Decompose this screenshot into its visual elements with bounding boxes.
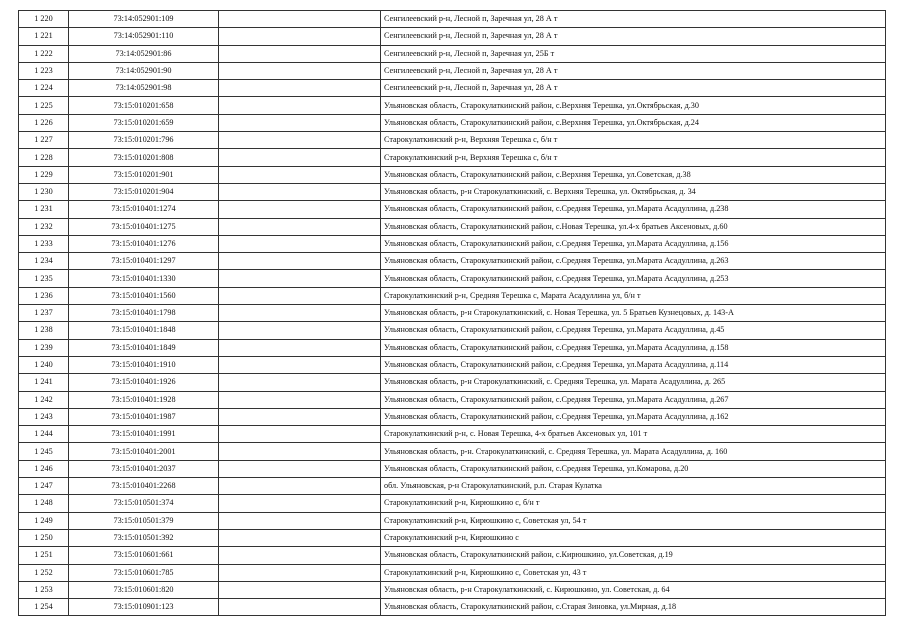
row-number-cell: 1 237 [19, 305, 69, 322]
row-number-cell: 1 224 [19, 80, 69, 97]
cadastral-number-cell: 73:15:010601:785 [69, 564, 219, 581]
address-cell: Сенгилеевский р-н, Лесной п, Заречная ул, 28 А т [381, 28, 886, 45]
table-row [19, 62, 886, 79]
address-cell: Ульяновская область, р-н Старокулаткинский, с. Новая Терешка, ул. 5 Братьев Кузнецовых, д. 143-А [381, 305, 886, 322]
empty-cell [219, 45, 381, 62]
table-row [19, 391, 886, 408]
cadastral-number-cell: 73:15:010401:1276 [69, 235, 219, 252]
table-row [19, 166, 886, 183]
address-cell: Ульяновская область, Старокулаткинский район, с.Средняя Терешка, ул.Марата Асадуллина, д.238 [381, 201, 886, 218]
empty-cell [219, 374, 381, 391]
empty-cell [219, 322, 381, 339]
row-number-cell: 1 231 [19, 201, 69, 218]
address-cell: Старокулаткинский р-н, Кирюшкино с, Советская ул, 43 т [381, 564, 886, 581]
table-row [19, 564, 886, 581]
address-cell: Ульяновская область, р-н Старокулаткинский, с. Верхняя Терешка, ул. Октябрьская, д. 34 [381, 183, 886, 200]
table-row [19, 426, 886, 443]
table-row [19, 305, 886, 322]
cadastral-number-cell: 73:15:010401:1849 [69, 339, 219, 356]
row-number-cell: 1 253 [19, 581, 69, 598]
empty-cell [219, 443, 381, 460]
row-number-cell: 1 245 [19, 443, 69, 460]
address-cell: Ульяновская область, Старокулаткинский район, с.Средняя Терешка, ул.Марата Асадуллина, д.267 [381, 391, 886, 408]
cadastral-number-cell: 73:15:010401:1798 [69, 305, 219, 322]
empty-cell [219, 495, 381, 512]
row-number-cell: 1 225 [19, 97, 69, 114]
empty-cell [219, 201, 381, 218]
address-cell: Сенгилеевский р-н, Лесной п, Заречная ул, 28 А т [381, 62, 886, 79]
row-number-cell: 1 247 [19, 478, 69, 495]
table-row [19, 183, 886, 200]
empty-cell [219, 529, 381, 546]
cadastral-number-cell: 73:14:052901:86 [69, 45, 219, 62]
table-row [19, 322, 886, 339]
empty-cell [219, 166, 381, 183]
empty-cell [219, 218, 381, 235]
cadastral-number-cell: 73:14:052901:109 [69, 11, 219, 28]
empty-cell [219, 564, 381, 581]
empty-cell [219, 11, 381, 28]
cadastral-number-cell: 73:15:010201:658 [69, 97, 219, 114]
table-row [19, 11, 886, 28]
cadastral-number-cell: 73:15:010401:1330 [69, 270, 219, 287]
cadastral-number-cell: 73:15:010901:123 [69, 599, 219, 616]
address-cell: Ульяновская область, Старокулаткинский район, с.Средняя Терешка, ул.Марата Асадуллина, д.158 [381, 339, 886, 356]
cadastral-number-cell: 73:15:010401:1274 [69, 201, 219, 218]
row-number-cell: 1 220 [19, 11, 69, 28]
cadastral-number-cell: 73:15:010501:379 [69, 512, 219, 529]
empty-cell [219, 581, 381, 598]
cadastral-number-cell: 73:15:010201:904 [69, 183, 219, 200]
cadastral-number-cell: 73:15:010601:661 [69, 547, 219, 564]
cadastral-number-cell: 73:15:010501:374 [69, 495, 219, 512]
cadastral-number-cell: 73:15:010401:2037 [69, 460, 219, 477]
property-registry-table [18, 10, 886, 616]
row-number-cell: 1 222 [19, 45, 69, 62]
table-row [19, 270, 886, 287]
table-row [19, 599, 886, 616]
row-number-cell: 1 254 [19, 599, 69, 616]
table-row [19, 408, 886, 425]
address-cell: Старокулаткинский р-н, Кирюшкино с [381, 529, 886, 546]
row-number-cell: 1 248 [19, 495, 69, 512]
address-cell: Ульяновская область, Старокулаткинский район, с.Старая Зиновка, ул.Мирная, д.18 [381, 599, 886, 616]
empty-cell [219, 356, 381, 373]
table-row [19, 287, 886, 304]
row-number-cell: 1 226 [19, 114, 69, 131]
cadastral-number-cell: 73:15:010401:1848 [69, 322, 219, 339]
empty-cell [219, 460, 381, 477]
empty-cell [219, 183, 381, 200]
address-cell: Ульяновская область, Старокулаткинский район, с.Верхняя Терешка, ул.Октябрьская, д.30 [381, 97, 886, 114]
empty-cell [219, 426, 381, 443]
table-row [19, 235, 886, 252]
address-cell: Старокулаткинский р-н, Верхняя Терешка с, б/н т [381, 132, 886, 149]
cadastral-number-cell: 73:14:052901:98 [69, 80, 219, 97]
address-cell: Ульяновская область, Старокулаткинский район, с.Средняя Терешка, ул.Марата Асадуллина, д.114 [381, 356, 886, 373]
empty-cell [219, 287, 381, 304]
table-row [19, 45, 886, 62]
table-row [19, 80, 886, 97]
row-number-cell: 1 251 [19, 547, 69, 564]
address-cell: Ульяновская область, Старокулаткинский район, с.Средняя Терешка, ул.Марата Асадуллина, д.156 [381, 235, 886, 252]
address-cell: Ульяновская область, Старокулаткинский район, с.Верхняя Терешка, ул.Октябрьская, д.24 [381, 114, 886, 131]
table-row [19, 28, 886, 45]
empty-cell [219, 28, 381, 45]
table-row [19, 529, 886, 546]
table-row [19, 478, 886, 495]
row-number-cell: 1 249 [19, 512, 69, 529]
address-cell: Старокулаткинский р-н, Верхняя Терешка с, б/н т [381, 149, 886, 166]
row-number-cell: 1 238 [19, 322, 69, 339]
empty-cell [219, 80, 381, 97]
empty-cell [219, 114, 381, 131]
row-number-cell: 1 252 [19, 564, 69, 581]
row-number-cell: 1 227 [19, 132, 69, 149]
address-cell: Сенгилеевский р-н, Лесной п, Заречная ул, 28 А т [381, 11, 886, 28]
table-row [19, 114, 886, 131]
row-number-cell: 1 228 [19, 149, 69, 166]
address-cell: Старокулаткинский р-н, Кирюшкино с, б/н т [381, 495, 886, 512]
table-row [19, 149, 886, 166]
address-cell: Ульяновская область, р-н Старокулаткинский, с. Средняя Терешка, ул. Марата Асадуллина, д. 265 [381, 374, 886, 391]
cadastral-number-cell: 73:15:010201:796 [69, 132, 219, 149]
row-number-cell: 1 230 [19, 183, 69, 200]
table-row [19, 512, 886, 529]
row-number-cell: 1 250 [19, 529, 69, 546]
empty-cell [219, 408, 381, 425]
row-number-cell: 1 234 [19, 253, 69, 270]
empty-cell [219, 512, 381, 529]
table-row [19, 581, 886, 598]
table-row [19, 201, 886, 218]
registry-sheet [18, 10, 885, 616]
address-cell: Сенгилеевский р-н, Лесной п, Заречная ул, 25Б т [381, 45, 886, 62]
row-number-cell: 1 240 [19, 356, 69, 373]
address-cell: Ульяновская область, Старокулаткинский район, с.Средняя Терешка, ул.Марата Асадуллина, д.162 [381, 408, 886, 425]
cadastral-number-cell: 73:15:010401:1928 [69, 391, 219, 408]
empty-cell [219, 339, 381, 356]
row-number-cell: 1 242 [19, 391, 69, 408]
cadastral-number-cell: 73:15:010401:2268 [69, 478, 219, 495]
cadastral-number-cell: 73:15:010401:1991 [69, 426, 219, 443]
row-number-cell: 1 223 [19, 62, 69, 79]
empty-cell [219, 149, 381, 166]
table-row [19, 374, 886, 391]
empty-cell [219, 391, 381, 408]
address-cell: Ульяновская область, Старокулаткинский район, с.Верхняя Терешка, ул.Советская, д.38 [381, 166, 886, 183]
address-cell: Сенгилеевский р-н, Лесной п, Заречная ул, 28 А т [381, 80, 886, 97]
row-number-cell: 1 236 [19, 287, 69, 304]
row-number-cell: 1 232 [19, 218, 69, 235]
cadastral-number-cell: 73:15:010501:392 [69, 529, 219, 546]
address-cell: Ульяновская область, Старокулаткинский район, с.Средняя Терешка, ул.Марата Асадуллина, д.45 [381, 322, 886, 339]
cadastral-number-cell: 73:14:052901:90 [69, 62, 219, 79]
table-row [19, 218, 886, 235]
row-number-cell: 1 243 [19, 408, 69, 425]
row-number-cell: 1 239 [19, 339, 69, 356]
row-number-cell: 1 241 [19, 374, 69, 391]
empty-cell [219, 270, 381, 287]
address-cell: Ульяновская область, Старокулаткинский район, с.Средняя Терешка, ул.Марата Асадуллина, д.263 [381, 253, 886, 270]
address-cell: обл. Ульяновская, р-н Старокулаткинский, р.п. Старая Кулатка [381, 478, 886, 495]
cadastral-number-cell: 73:15:010201:901 [69, 166, 219, 183]
table-row [19, 495, 886, 512]
cadastral-number-cell: 73:15:010601:820 [69, 581, 219, 598]
table-row [19, 547, 886, 564]
address-cell: Старокулаткинский р-н, Кирюшкино с, Советская ул, 54 т [381, 512, 886, 529]
row-number-cell: 1 229 [19, 166, 69, 183]
cadastral-number-cell: 73:15:010401:1910 [69, 356, 219, 373]
row-number-cell: 1 233 [19, 235, 69, 252]
address-cell: Ульяновская область, Старокулаткинский район, с.Кирюшкино, ул.Советская, д.19 [381, 547, 886, 564]
row-number-cell: 1 246 [19, 460, 69, 477]
cadastral-number-cell: 73:15:010401:1297 [69, 253, 219, 270]
empty-cell [219, 253, 381, 270]
empty-cell [219, 132, 381, 149]
table-row [19, 253, 886, 270]
address-cell: Ульяновская область, Старокулаткинский район, с.Новая Терешка, ул.4-х братьев Аксеновых, д.60 [381, 218, 886, 235]
cadastral-number-cell: 73:15:010401:1987 [69, 408, 219, 425]
empty-cell [219, 599, 381, 616]
empty-cell [219, 235, 381, 252]
cadastral-number-cell: 73:15:010401:2001 [69, 443, 219, 460]
address-cell: Ульяновская область, р-н. Старокулаткинский, с. Средняя Терешка, ул. Марата Асадуллина, д. 160 [381, 443, 886, 460]
row-number-cell: 1 221 [19, 28, 69, 45]
address-cell: Ульяновская область, Старокулаткинский район, с.Средняя Терешка, ул.Комарова, д.20 [381, 460, 886, 477]
address-cell: Старокулаткинский р-н, с. Новая Терешка, 4-х братьев Аксеновых ул, 101 т [381, 426, 886, 443]
row-number-cell: 1 244 [19, 426, 69, 443]
table-row [19, 97, 886, 114]
table-body [19, 11, 886, 616]
table-row [19, 443, 886, 460]
row-number-cell: 1 235 [19, 270, 69, 287]
cadastral-number-cell: 73:15:010201:659 [69, 114, 219, 131]
address-cell: Ульяновская область, р-н Старокулаткинский, с. Кирюшкино, ул. Советская, д. 64 [381, 581, 886, 598]
cadastral-number-cell: 73:15:010401:1275 [69, 218, 219, 235]
cadastral-number-cell: 73:15:010401:1926 [69, 374, 219, 391]
cadastral-number-cell: 73:14:052901:110 [69, 28, 219, 45]
table-row [19, 356, 886, 373]
empty-cell [219, 62, 381, 79]
address-cell: Ульяновская область, Старокулаткинский район, с.Средняя Терешка, ул.Марата Асадуллина, д.253 [381, 270, 886, 287]
table-row [19, 460, 886, 477]
empty-cell [219, 97, 381, 114]
cadastral-number-cell: 73:15:010401:1560 [69, 287, 219, 304]
empty-cell [219, 478, 381, 495]
empty-cell [219, 547, 381, 564]
cadastral-number-cell: 73:15:010201:808 [69, 149, 219, 166]
table-row [19, 339, 886, 356]
address-cell: Старокулаткинский р-н, Средняя Терешка с, Марата Асадуллина ул, б/н т [381, 287, 886, 304]
empty-cell [219, 305, 381, 322]
table-row [19, 132, 886, 149]
